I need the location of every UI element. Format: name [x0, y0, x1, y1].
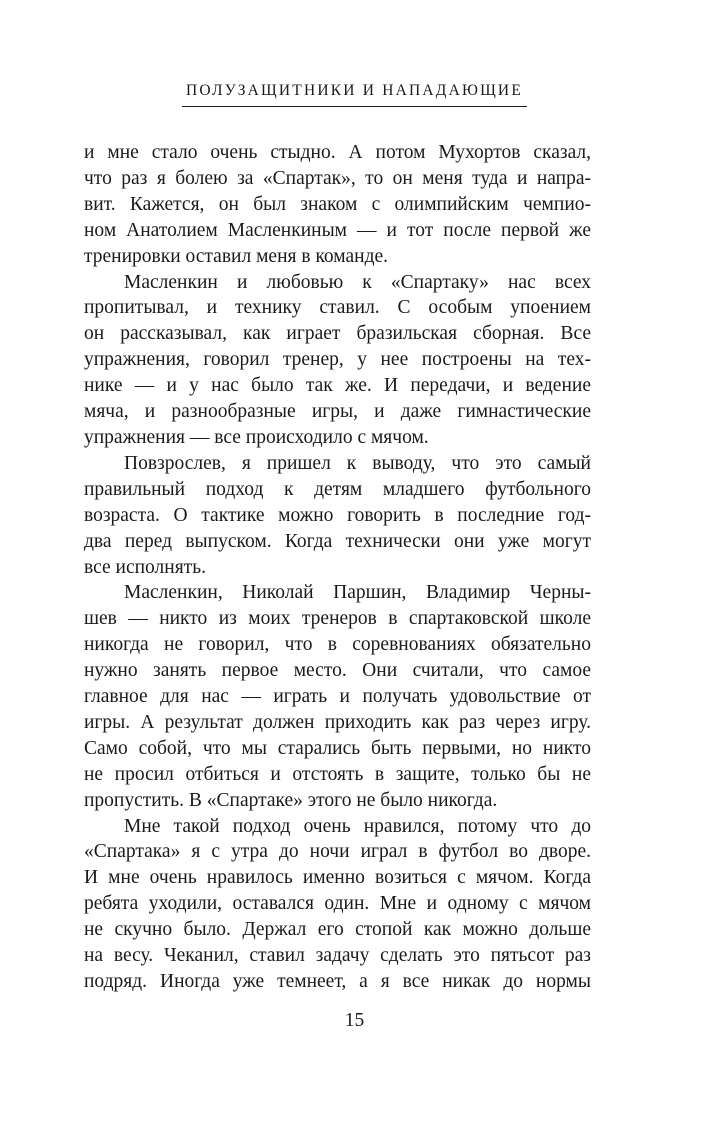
paragraph-1-line-3: вит. Кажется, он был знаком с олимпийским чемпио- [84, 193, 591, 215]
paragraph-3-line-3: возраста. О тактике можно говорить в последние год- [84, 504, 591, 526]
paragraph-4-line-7: Само собой, что мы старались быть первыми, но никто [84, 737, 591, 759]
paragraph-5-line-2: «Спартака» я с утра до ночи играл в футбол во дворе. [84, 841, 591, 863]
body-text [84, 140, 591, 995]
paragraph-2-line-7: упражнения — все происходило с мячом. [84, 426, 429, 448]
paragraph-4-line-9: пропустить. В «Спартаке» этого не было никогда. [84, 789, 498, 811]
paragraph-5-line-1: Мне такой подход очень нравился, потому что до [124, 815, 591, 837]
paragraph-1-line-2: что раз я болею за «Спартак», то он меня туда и напра- [84, 167, 591, 189]
paragraph-4-line-4: нужно занять первое место. Они считали, что самое [84, 660, 591, 682]
paragraph-3-line-5: все исполнять. [84, 556, 206, 578]
paragraph-4-line-3: никогда не говорил, что в соревнованиях обязательно [84, 634, 591, 656]
paragraph-1-line-1: и мне стало очень стыдно. А потом Мухортов сказал, [84, 142, 591, 163]
paragraph-2-line-2: пропитывал, и технику ставил. С особым упоением [84, 297, 591, 319]
paragraph-5-line-3: И мне очень нравилось именно возиться с мячом. Когда [84, 867, 591, 889]
paragraph-4-line-6: игры. А результат должен приходить как раз через игру. [84, 711, 591, 733]
paragraph-5-line-6: на весу. Чеканил, ставил задачу сделать это пятьсот раз [84, 945, 591, 967]
paragraph-2-line-5: нике — и у нас было так же. И передачи, и ведение [84, 375, 591, 397]
running-head [0, 80, 709, 107]
paragraph-4-line-5: главное для нас — играть и получать удовольствие от [84, 686, 591, 708]
paragraph-3-line-4: два перед выпуском. Когда технически они уже могут [84, 530, 591, 552]
paragraph-3-line-1: Повзрослев, я пришел к выводу, что это самый [124, 452, 591, 474]
page-number: 15 [344, 1010, 365, 1031]
paragraph-2-line-3: он рассказывал, как играет бразильская сборная. Все [84, 323, 591, 345]
running-head-text: ПОЛУЗАЩИТНИКИ И НАПАДАЮЩИЕ [182, 80, 527, 107]
paragraph-4-line-2: шев — никто из моих тренеров в спартаковской школе [84, 608, 591, 630]
paragraph-1-line-4: ном Анатолием Масленкиным — и тот после первой же [84, 219, 591, 241]
paragraph-5-line-5: не скучно было. Держал его стопой как можно дольше [84, 919, 591, 941]
paragraph-2-line-6: мяча, и разнообразные игры, и даже гимнастические [84, 401, 591, 423]
paragraph-5-line-7: подряд. Иногда уже темнеет, а я все никак до нормы [84, 971, 591, 992]
paragraph-4-line-1: Масленкин, Николай Паршин, Владимир Черны- [124, 582, 591, 604]
paragraph-2-line-4: упражнения, говорил тренер, у нее построены на тех- [84, 349, 591, 371]
paragraph-5-line-4: ребята уходили, оставался один. Мне и одному с мячом [84, 893, 591, 915]
paragraph-2-line-1: Масленкин и любовью к «Спартаку» нас всех [124, 271, 591, 293]
paragraph-1-line-5: тренировки оставил меня в команде. [84, 245, 389, 267]
paragraph-3-line-2: правильный подход к детям младшего футбольного [84, 478, 591, 500]
paragraph-4-line-8: не просил отбиться и отстоять в защите, только бы не [84, 763, 591, 785]
